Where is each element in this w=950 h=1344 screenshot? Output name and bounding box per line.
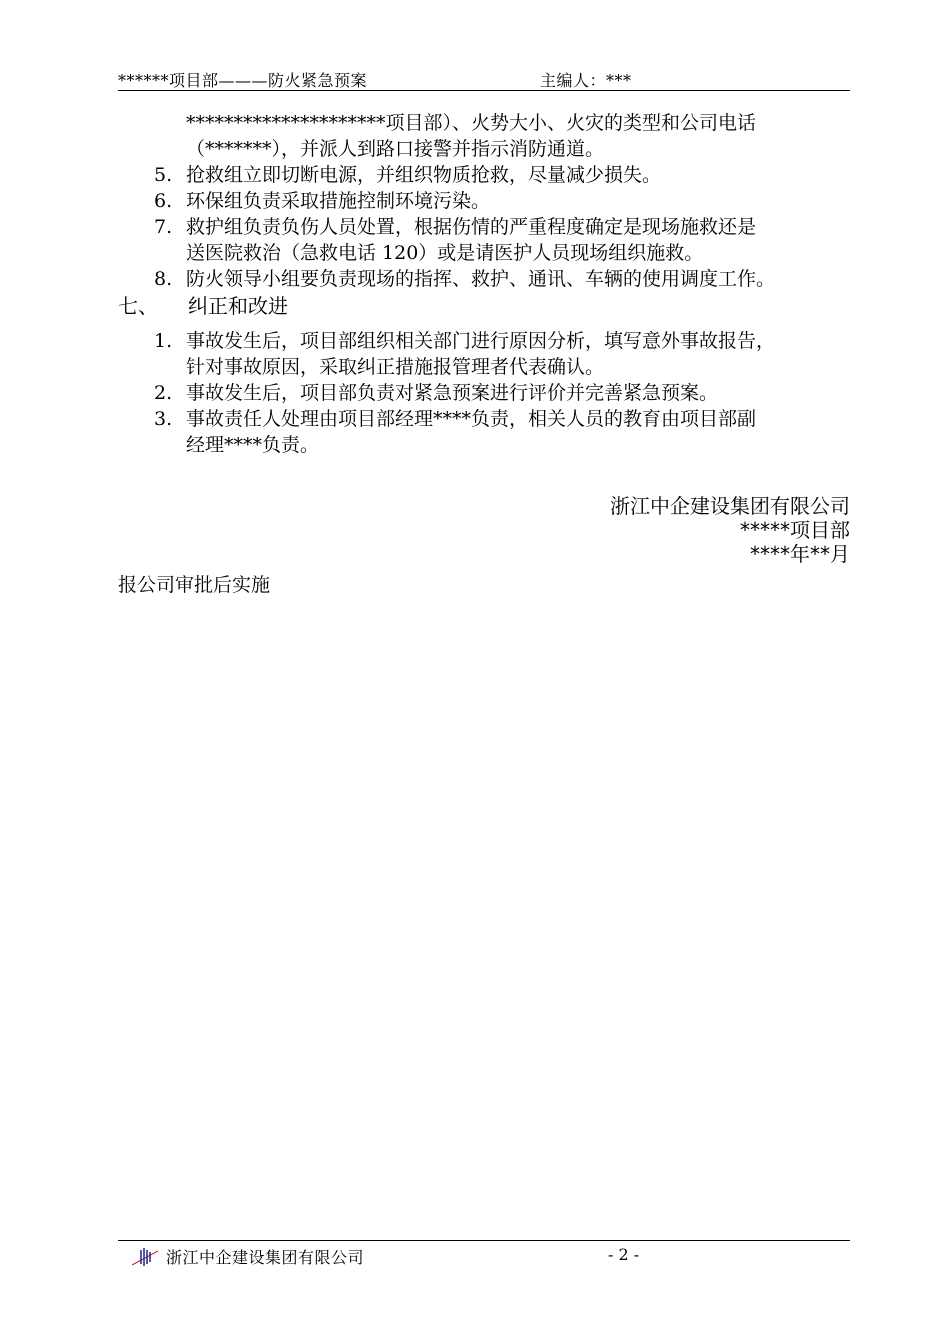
- signature-company: 浙江中企建设集团有限公司: [610, 494, 850, 518]
- approval-note: 报公司审批后实施: [118, 574, 271, 596]
- section-title: 纠正和改进: [188, 294, 288, 318]
- list-item: [118, 188, 853, 214]
- header-editor: 主编人：***: [540, 71, 632, 90]
- list-item: [118, 214, 853, 266]
- list-number: 1.: [154, 330, 173, 352]
- list-text: 环保组负责采取措施控制环境污染。: [186, 190, 491, 212]
- continuation-line: *********************项目部）、火势大小、火灾的类型和公司电话: [186, 112, 757, 134]
- signature-block: [610, 494, 850, 566]
- footer-company: 浙江中企建设集团有限公司: [166, 1248, 365, 1267]
- list-text: 针对事故原因，采取纠正措施报管理者代表确认。: [186, 356, 605, 378]
- list-item: [118, 406, 853, 458]
- list-number: 2.: [154, 382, 173, 404]
- list-text: 送医院救治（急救电话 120）或是请医护人员现场组织施救。: [186, 242, 704, 264]
- list-number: 8.: [154, 268, 173, 290]
- document-body: [118, 110, 853, 458]
- list-number: 7.: [154, 216, 173, 238]
- list-text: 事故发生后，项目部负责对紧急预案进行评价并完善紧急预案。: [186, 382, 719, 404]
- list-number: 6.: [154, 190, 173, 212]
- list-item: [118, 328, 853, 380]
- list-item: [118, 266, 853, 292]
- signature-department: *****项目部: [740, 518, 850, 542]
- list-text: 抢救组立即切断电源，并组织物质抢救，尽量减少损失。: [186, 164, 662, 186]
- company-logo-icon: [132, 1247, 158, 1267]
- list-item: [118, 162, 853, 188]
- page-footer: [118, 1240, 850, 1269]
- list-text: 防火领导小组要负责现场的指挥、救护、通讯、车辆的使用调度工作。: [186, 268, 776, 290]
- list-number: 5.: [154, 164, 173, 186]
- list-text: 事故发生后，项目部组织相关部门进行原因分析，填写意外事故报告，: [186, 330, 776, 352]
- list-text: 经理****负责。: [186, 434, 320, 456]
- page-header: [118, 68, 850, 91]
- section-number: 七、: [118, 294, 158, 318]
- signature-date: ****年**月: [750, 542, 850, 566]
- list-number: 3.: [154, 408, 173, 430]
- list-text: 救护组负责负伤人员处置，根据伤情的严重程度确定是现场施救还是: [186, 216, 757, 238]
- list-item: [118, 380, 853, 406]
- header-title: ******项目部———防火紧急预案: [118, 71, 368, 90]
- continuation-line: （*******），并派人到路口接警并指示消防通道。: [186, 138, 605, 160]
- list-text: 事故责任人处理由项目部经理****负责，相关人员的教育由项目部副: [186, 408, 757, 430]
- page-number: - 2 -: [608, 1245, 640, 1264]
- section-heading: [118, 292, 853, 320]
